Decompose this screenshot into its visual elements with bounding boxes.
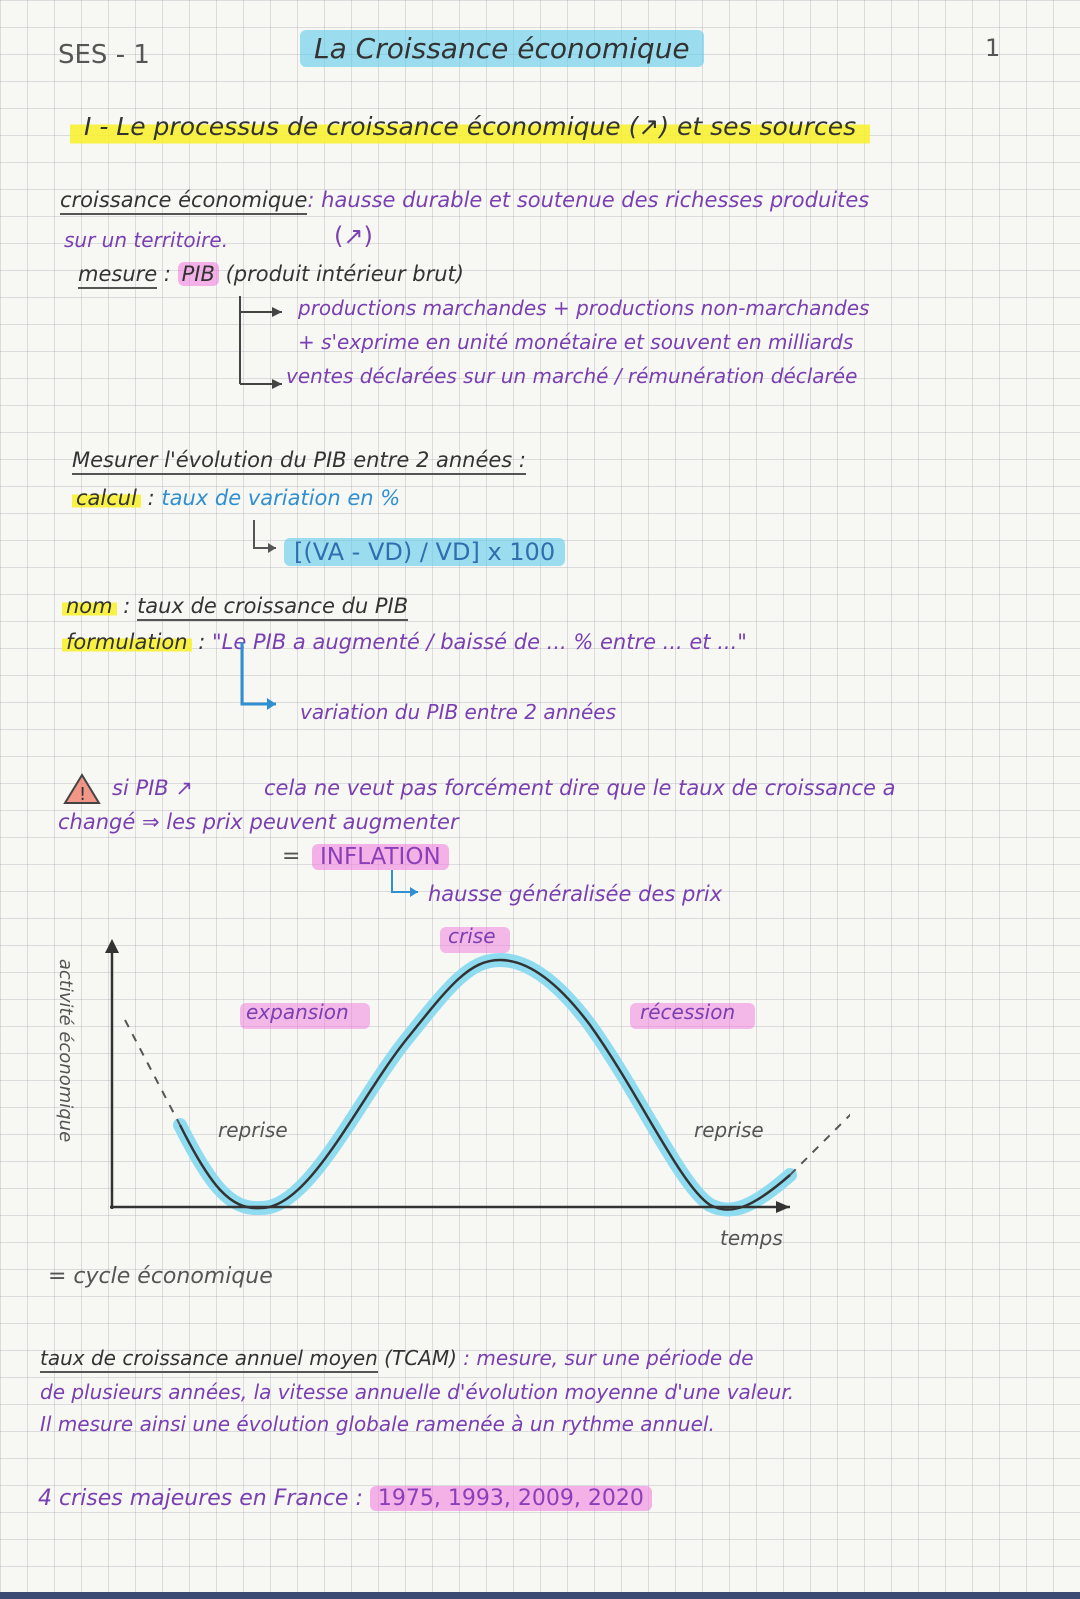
tcam-term: taux de croissance annuel moyen [40,1346,378,1373]
measure-branch2: ventes déclarées sur un marché / rémunération déclarée [286,364,858,388]
formulation-text: "Le PIB a augmenté / baissé de ... % entre ... et ..." [212,630,747,654]
formulation-line: formulation : "Le PIB a augmenté / baissé de ... % entre ... et ..." [62,630,747,654]
cycle-curve [180,960,790,1210]
crises-prefix: 4 crises majeures en France : [38,1486,363,1511]
calc-line: calcul : taux de variation en % [72,486,400,510]
calc-text: taux de variation en % [161,486,401,510]
page-number: 1 [985,34,1001,62]
inflation-arrow [386,868,426,904]
measure-line: mesure : PIB (produit intérieur brut) [78,262,464,286]
graph-xlabel: temps [720,1226,783,1250]
crisis-year: 1975 [377,1486,434,1511]
inflation-label: INFLATION [312,844,449,870]
tcam-line1 [40,1346,754,1370]
x-axis-arrow [776,1201,790,1213]
pib-definition: (produit intérieur brut) [225,262,464,286]
warning-line1-b: cela ne veut pas forcément dire que le taux de croissance a [264,776,896,800]
page-title: La Croissance économique [300,30,704,67]
evolution-heading: Mesurer l'évolution du PIB entre 2 années : [72,448,526,475]
tcam-line1-rest: : mesure, sur une période de [463,1346,754,1370]
nom-text: taux de croissance du PIB [137,594,408,621]
variation-text: variation du PIB entre 2 années [300,700,616,724]
graph-caption: = cycle économique [48,1264,273,1289]
warning-icon [62,772,102,806]
calc-arrow [246,518,286,558]
definition-text-line1: : hausse durable et soutenue des richesses produites [307,188,870,212]
growth-formula: [(VA - VD) / VD] x 100 [284,538,565,566]
tcam-line3: Il mesure ainsi une évolution globale ramenée à un rythme annuel. [40,1412,715,1436]
nom-label: nom [62,594,117,618]
y-axis-arrow [105,939,119,953]
curve-highlight [180,960,790,1210]
subject-label: SES - 1 [58,40,150,70]
formulation-label: formulation [62,630,192,654]
warning-line1-a: si PIB ↗ [112,776,193,800]
graph-label-reprise1: reprise [218,1118,288,1142]
graph-label-reprise2: reprise [694,1118,764,1142]
crisis-year: 2020 [587,1486,644,1511]
page-bottom-edge [0,1592,1080,1599]
graph-label-recession: récession [640,1000,736,1024]
formulation-arrow [232,640,292,720]
graph-label-expansion: expansion [246,1000,349,1024]
crisis-year: 2009 [517,1486,574,1511]
measure-branch1-note: + s'exprime en unité monétaire et souvent en milliards [298,330,854,354]
curve-dashed-start [125,1020,180,1125]
graph-label-crise: crise [448,924,496,948]
economic-cycle-graph [30,925,850,1265]
pib-label: PIB [178,262,219,286]
crises-years: 1975, 1993, 2009, 2020 [370,1486,652,1511]
tcam-abbr: (TCAM) [384,1346,457,1370]
nom-line: nom : taux de croissance du PIB [62,594,408,618]
definition-text-line2: sur un territoire. [64,228,229,252]
warning-line2: changé ⇒ les prix peuvent augmenter [58,810,459,834]
measure-label: mesure [78,262,157,289]
crises-line [38,1486,652,1511]
tcam-line2: de plusieurs années, la vitesse annuelle d'évolution moyenne d'une valeur. [40,1380,795,1404]
inflation-equals: = [282,844,301,869]
definition-term-text: croissance économique [60,188,307,215]
svg-text:!: ! [79,784,87,805]
graph-ylabel: activité économique [55,958,77,1143]
calc-label: calcul [72,486,141,510]
inflation-definition: hausse généralisée des prix [428,882,723,906]
definition-term [60,188,869,212]
curve-dashed-end [790,1105,850,1175]
section-heading: I - Le processus de croissance économique (↗) et ses sources [70,112,870,147]
measure-branch1: productions marchandes + productions non-marchandes [298,296,870,320]
crisis-year: 1993 [447,1486,504,1511]
definition-arrow-note: (↗) [334,222,373,250]
